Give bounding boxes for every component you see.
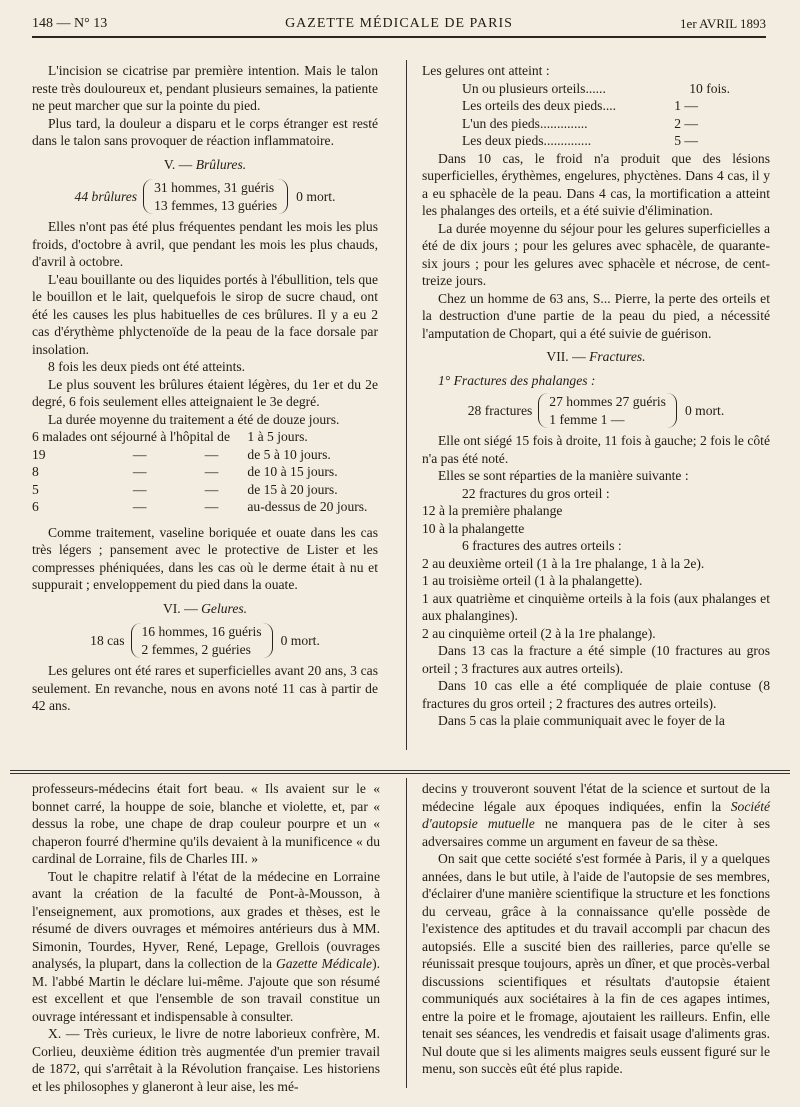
running-header bbox=[32, 14, 766, 38]
paragraph: decins y trouveront souvent l'état de la science et surtout de la médecine légale aux époques indiquées, enfin la Société d'autopsie mutuelle ne manquera pas de le citer à ses adversaires comme un argument en faveur de sa thèse. bbox=[422, 781, 770, 849]
paragraph: 8 fois les deux pieds ont été atteints. bbox=[48, 359, 246, 374]
paragraph: Dans 10 cas elle a été compliquée de plaie contuse (8 fractures du gros orteil ; 2 fractures des autres orteils). bbox=[422, 678, 770, 711]
list-item: 22 fractures du gros orteil : bbox=[462, 485, 610, 501]
paragraph: On sait que cette société s'est formée à Paris, il y a quelques années, dans le but utile, à l'aide de l'autopsie de ses membres, d'éclairer d'une manière scientifique la structure et les fonctions du cerveau, grâce à la connaissance qu'elle possède de l'existence des aptitudes et du travail accompli par chacun des autopsiés. Elle a suscité bien des railleries, parce qu'elle se réunissait presque toujours, après un dîner, et que procès-verbal discussions scientifiques et résultats d'autopsie étaient communiqués aux sociétaires à la fin de ces agapes intimes, entre la poire et le fromage, ajoutaient les railleurs. Enfin, elle tenait ses séances, les vendredis et faisait usage d'aliments gras. Nul doute que si les aliments maigres seuls eussent figuré sur le menu, son succès eût été plus rapide. bbox=[422, 851, 770, 1076]
list-item: 2 au deuxième orteil (1 à la 1re phalange, 1 à la 2e). bbox=[422, 555, 705, 571]
paragraph: Chez un homme de 63 ans, S... Pierre, la perte des orteils et la destruction d'une partie de la peau du pied, a nécessité l'amputation de Chopart, qui a été suivie de guérison. bbox=[422, 290, 770, 341]
paragraph: X. — Très curieux, le livre de notre laborieux confrère, M. Corlieu, deuxième édition très augmentée d'un premier travail de 1872, qui s'arrêtait à la Révolution française. Les historiens et les philosophes y glaneront à leur aise, les mé- bbox=[32, 1026, 380, 1094]
section-divider bbox=[10, 770, 790, 771]
section-divider bbox=[10, 773, 790, 774]
paragraph: professeurs-médecins était fort beau. « Ils avaient sur le « bonnet carré, la houppe de soie, blanche et violette, et, par « dessus la robe, une chape de drap couleur pourpre et un « chaperon fourré d'hermine qu'ils devaient à la munificence « du cardinal de Lorraine, fils de Charles III. » bbox=[32, 781, 380, 866]
paragraph: Elle ont siégé 15 fois à droite, 11 fois à gauche; 2 fois le côté n'a pas été noté. bbox=[422, 433, 770, 466]
column-rule bbox=[406, 60, 407, 750]
right-column bbox=[422, 62, 770, 730]
issue-date: 1er AVRIL 1893 bbox=[680, 16, 766, 31]
section-heading: VII. — Fractures. bbox=[546, 349, 646, 364]
paragraph: La durée moyenne du traitement a été de douze jours. bbox=[48, 411, 340, 427]
journal-title: GAZETTE MÉDICALE DE PARIS bbox=[285, 16, 513, 31]
paragraph: Elles n'ont pas été plus fréquentes pendant les mois les plus froids, d'octobre à avril, que pendant les mois les plus chauds, d'avril à octobre. bbox=[32, 219, 378, 269]
bottom-left-column bbox=[32, 780, 380, 1095]
paragraph: Dans 13 cas la fracture a été simple (10 fractures au gros orteil ; 3 fractures aux autres orteils). bbox=[422, 643, 770, 676]
section-heading: V. — Brûlures. bbox=[163, 156, 247, 172]
page-number: 148 — N° 13 bbox=[32, 16, 108, 31]
paragraph: Les gelures ont atteint : bbox=[422, 63, 550, 78]
stats-brace: 18 cas 16 hommes, 16 guéris 2 femmes, 2 guéries 0 mort. bbox=[90, 624, 320, 657]
list-item: 1 au troisième orteil (1 à la phalangette). bbox=[422, 573, 643, 588]
stay-table: 6 malades ont séjourné à l'hôpital de 1 à 5 jours. 19 — — de 5 à 10 jours. 8 — — de 10 à 15 jours. 5 — — de 15 à 20 jours. 6 — — au-dessus de 20 jours. bbox=[32, 429, 368, 514]
paragraph: Tout le chapitre relatif à l'état de la médecine en Lorraine avant la création de la faculté de Pont-à-Mousson, à l'enseignement, aux promotions, aux grades et thèses, est le résumé de divers ouvrages et mémoires antérieurs dus à MM. Simonin, Tourdes, Hyver, René, Lepage, Grellois (ouvrages analysés, la plupart, dans la collection de la Gazette Médicale). M. l'abbé Martin le déclare lui-même. J'ajoute que son résumé est excellent et que l'ensemble de son travail constitue un ouvrage intéressant et indispensable à consulter. bbox=[32, 868, 380, 1024]
paragraph: Dans 5 cas la plaie communiquait avec le foyer de la bbox=[438, 713, 725, 728]
column-rule bbox=[406, 778, 407, 1088]
paragraph: Plus tard, la douleur a disparu et le corps étranger est resté dans le talon sans provoquer de réaction inflammatoire. bbox=[32, 115, 378, 148]
list-item: 2 au cinquième orteil (2 à la 1re phalange). bbox=[422, 625, 656, 641]
gelures-list: Un ou plusieurs orteils...... 10 fois. Les orteils des deux pieds.... 1 — L'un des pieds.............. 2 — Les deux pieds.............. 5 — bbox=[462, 80, 730, 148]
list-item: 12 à la première phalange bbox=[422, 503, 563, 518]
paragraph: L'incision se cicatrise par première intention. Mais le talon reste très douloureux et, pendant plusieurs semaines, la patiente ne peut marcher que sur la pointe du pied. bbox=[32, 63, 378, 113]
paragraph: Les gelures ont été rares et superficielles avant 20 ans, 3 cas seulement. En revanche, nous en avons noté 11 cas à partir de 42 ans. bbox=[32, 663, 378, 713]
stats-brace: 28 fractures 27 hommes 27 guéris 1 femme 1 — 0 mort. bbox=[467, 394, 725, 427]
paragraph: La durée moyenne du séjour pour les gelures superficielles a été de dix jours ; pour les gelures avec sphacèle, de quarante-six jours ; pour les gelures avec sphacèle et nécrose, de cent-treize jours. bbox=[422, 220, 770, 288]
paragraph: L'eau bouillante ou des liquides portés à l'ébullition, tels que le bouillon et le lait, quelquefois le sirop de sucre chaud, ont été les causes les plus habituelles de ces brûlures. Il y a eu 2 cas d'érythème phlyctenoïde de la peau de la face dorsale par insolation. bbox=[32, 271, 378, 357]
subheading: 1° Fractures des phalanges : bbox=[438, 372, 596, 388]
paragraph: Le plus souvent les brûlures étaient légères, du 1er et du 2e degré, 6 fois seulement elles atteignaient le 3e degré. bbox=[32, 376, 378, 409]
list-item: 6 fractures des autres orteils : bbox=[462, 538, 622, 553]
list-item: 1 aux quatrième et cinquième orteils à la fois (aux phalanges et aux phalangines). bbox=[422, 590, 770, 623]
stats-brace: 44 brûlures 31 hommes, 31 guéris 13 femmes, 13 guéries 0 mort. bbox=[74, 180, 336, 213]
paragraph: Comme traitement, vaseline boriquée et ouate dans les cas très légers ; pansement avec le protective de Lister et les compresses phéniquées, dans les cas où le derme était à nu et suppurait ; enveloppement du pied dans la ouate. bbox=[32, 524, 378, 592]
list-item: 10 à la phalangette bbox=[422, 520, 525, 536]
paragraph: Elles se sont réparties de la manière suivante : bbox=[438, 468, 689, 483]
section-heading: VI. — Gelures. bbox=[162, 600, 248, 616]
paragraph: Dans 10 cas, le froid n'a produit que des lésions superficielles, érythèmes, engelures, phyctènes. Dans 4 cas, il y a eu sphacèle de la peau. Dans 4 cas, la mortification a atteint les phalanges des orteils, et a été suivie d'élimination. bbox=[422, 150, 770, 218]
left-column bbox=[32, 62, 378, 715]
bottom-right-column bbox=[422, 780, 770, 1078]
